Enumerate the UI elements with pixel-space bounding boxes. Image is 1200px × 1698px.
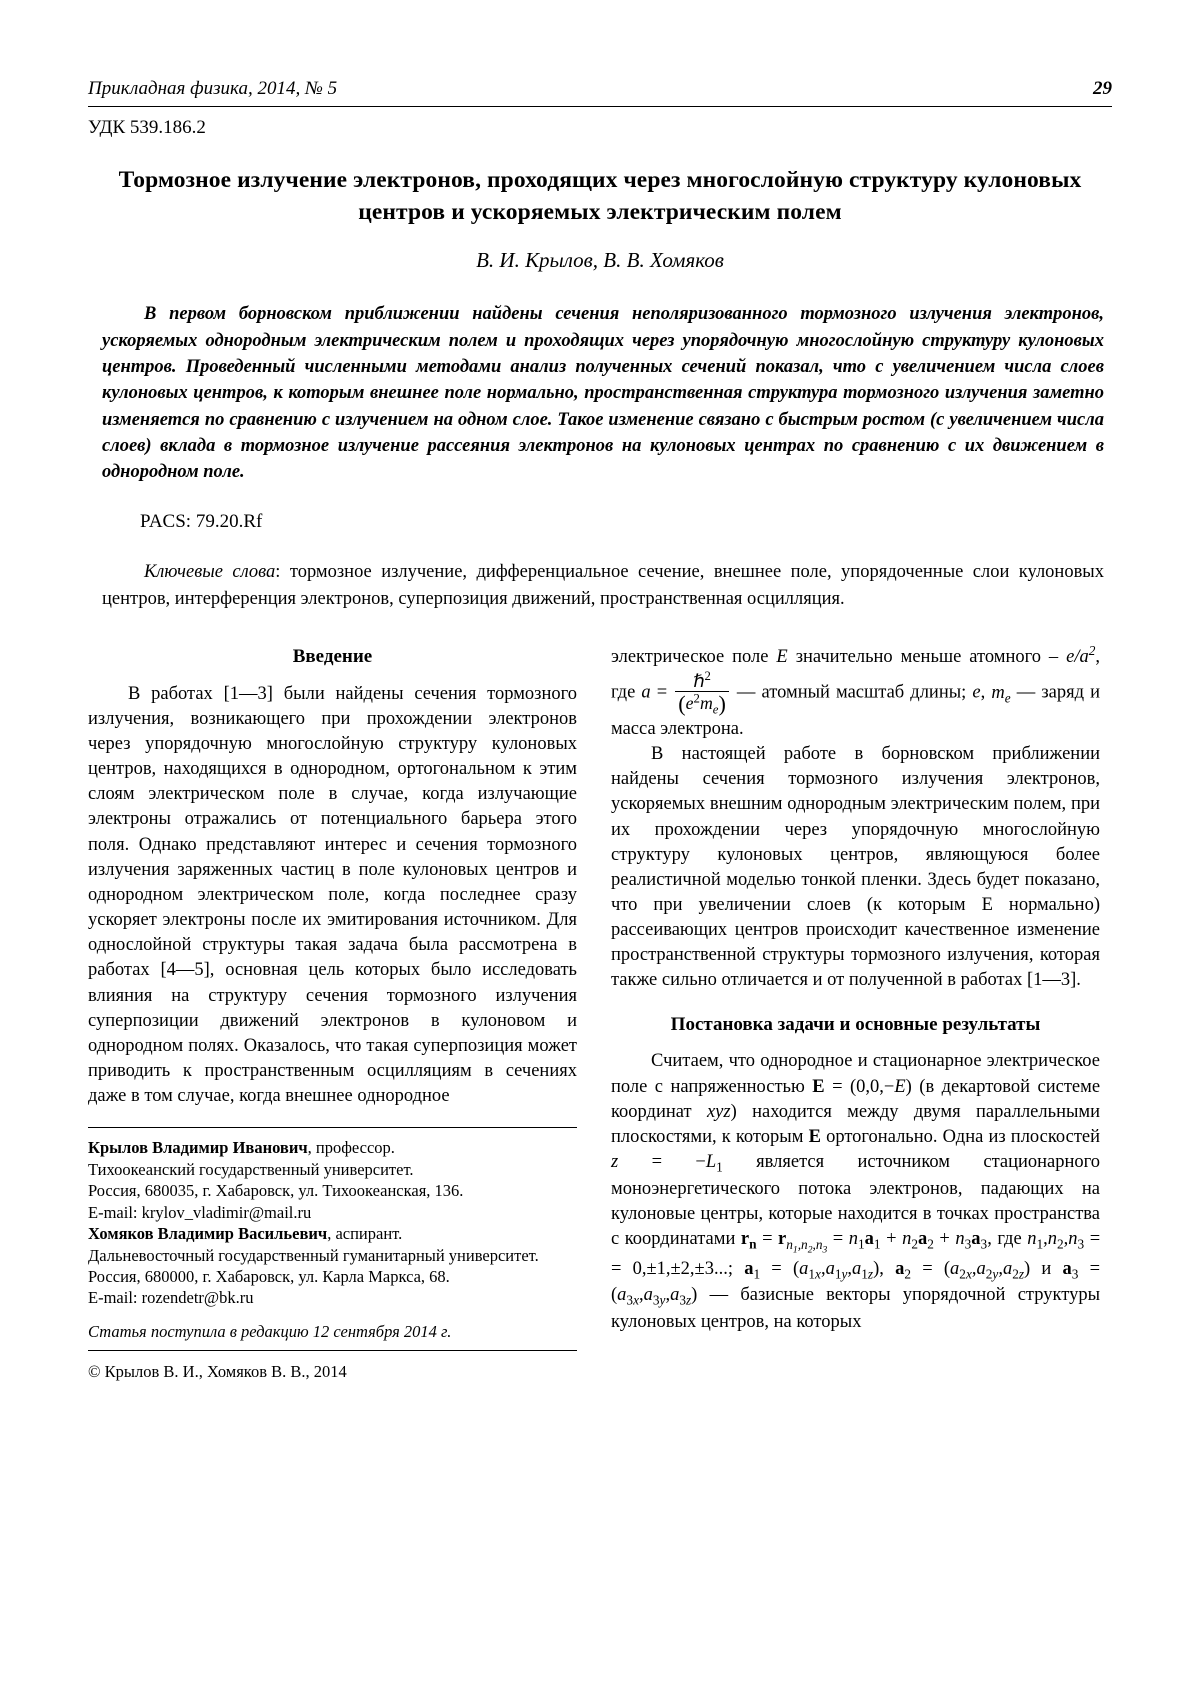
- formula-E-vector: E: [812, 1076, 825, 1097]
- formula-n-indices: n: [1027, 1229, 1037, 1250]
- setup-p1-b: (в декартовой системе координат: [611, 1076, 1101, 1122]
- formula-z-equals: z: [611, 1152, 619, 1173]
- symbol-me: $m_e$: [991, 682, 1011, 706]
- footnote-author2-address: Россия, 680000, г. Хабаровск, ул. Карла Маркса, 68.: [88, 1266, 450, 1286]
- section-heading-intro: Введение: [292, 645, 373, 667]
- copyright-line: © Крылов В. И., Хомяков В. В., 2014: [88, 1362, 347, 1382]
- right-p1-where: , где: [611, 646, 1101, 703]
- setup-p1-f: где: [997, 1229, 1022, 1250]
- author-footnote: [88, 1127, 577, 1382]
- footnote-author1-email: E-mail: krylov_vladimir@mail.ru: [88, 1202, 312, 1222]
- footnote-author2-name: Хомяков Владимир Васильевич: [88, 1224, 328, 1244]
- udk-code: УДК 539.186.2: [88, 117, 206, 138]
- formula-a3: a: [1062, 1258, 1072, 1279]
- intro-paragraph-1: В работах [1—3] были найдены сечения тормозного излучения, возникающего при прохождении электронов через упорядочную многослойную структуру кулоновых центров, находящихся в однородном, ортогональном к этим слоям электрическом поле в случае, когда излучающие электроны отражались от потенциального барьера этого поля. Однако представляют интерес и сечения тормозного излучения заряженных частиц в поле кулоновых центров и однородном электрическом поле, когда последнее сразу ускоряет электроны после их эмитирования источником. Для однослойной структуры такая задача была рассмотрена в работах [4—5], основная цель которых было исследовать влияния на структуру сечения тормозного излучения суперпозиции движений электронов в кулоновом и однородном полях. Оказалось, что такая суперпозиция может приводить к пространственным осцилляциям в сечениях даже в том случае, когда внешнее однородное: [88, 683, 577, 1107]
- formula-e-over-a2: $e/a^2$: [1066, 642, 1096, 667]
- footnote-author2-role: , аспирант.: [327, 1224, 403, 1244]
- formula-rn-indices: r: [778, 1229, 787, 1250]
- symbol-E-bold: E: [808, 1126, 821, 1147]
- right-p1-tail: — атомный масштаб длины;: [736, 682, 967, 703]
- footnote-author1-role: , профессор.: [307, 1138, 395, 1158]
- received-date: Статья поступила в редакцию 12 сентября 2014 г.: [88, 1321, 577, 1351]
- keywords-label: Ключевые слова: [144, 562, 276, 583]
- right-column: [611, 642, 1100, 1335]
- footnote-author1-name: Крылов Владимир Иванович: [88, 1138, 308, 1158]
- formula-a1: a: [744, 1258, 754, 1279]
- right-p1-lead: электрическое поле: [611, 646, 769, 667]
- formula-rn: $r_n$: [740, 1229, 757, 1252]
- abstract: В первом борновском приближении найдены сечения неполяризованного тормозного излучения электронов, ускоряемых однородным электрическим полем и проходящих через упорядочную многослойную структуру кулоновых центров. Проведенный численными методами анализ полученных сечений показал, что с увеличением числа слоев кулоновых центров, к которым внешнее поле нормально, пространственная структура тормозного излучения заметно изменяется по сравнению с излучением на одном слое. Такое изменение связано с быстрым ростом (с увеличением числа слоев) вклада в тормозное излучение рассеяния электронов на кулоновых центрах по сравнению с их движением в однородном поле.: [102, 304, 1104, 483]
- right-p1-mid: значительно меньше атомного –: [795, 646, 1059, 667]
- header-rule: [88, 106, 1112, 107]
- pacs-code: PACS: 79.20.Rf: [140, 511, 263, 533]
- formula-hbar-fraction: $\frac{\hbar^2}{(e^2m_e)}$: [675, 670, 729, 717]
- page-title: Тормозное излучение электронов, проходящих через многослойную структуру кулоновых центров и ускоряемых электрическим полем: [118, 167, 1082, 225]
- footnote-author1-line: [88, 1137, 577, 1158]
- symbol-E: E: [776, 646, 788, 667]
- setup-p1-d: ортогонально. Одна из плоскостей: [826, 1126, 1101, 1147]
- right-paragraph-1: электрическое поле E значительно меньше атомного – $e/a^2$, где a = $\frac{\hbar^2}{(e^2m_e)}$ — атомный масштаб длины; e, $m_e$ — заряд и масса электрона.: [611, 642, 1101, 739]
- section-heading-setup: Постановка задачи и основные результаты: [670, 1013, 1041, 1035]
- setup-p1-a: Считаем, что однородное и стационарное электрическое поле с напряженностью: [611, 1051, 1100, 1097]
- setup-p1-g: — базисные векторы упорядочной структуры кулоновых центров, на которых: [611, 1285, 1100, 1333]
- symbol-e-charge: e: [972, 682, 981, 703]
- keywords: [102, 559, 1104, 612]
- running-head: [88, 78, 1112, 106]
- author-list: В. И. Крылов, В. В. Хомяков: [476, 248, 724, 273]
- footnote-author1-org: Тихоокеанский государственный университет.: [88, 1159, 414, 1179]
- footnote-author2-line: [88, 1223, 577, 1244]
- right-p1-tail2: — заряд и масса электрона.: [611, 682, 1101, 739]
- keywords-text: : тормозное излучение, дифференциальное сечение, внешнее поле, упорядоченные слои кулоновых центров, интерференция электронов, суперпозиция движений, пространственная осцилляция.: [102, 562, 1104, 609]
- setup-p1-c: находится между двумя параллельными плоскостями, к которым: [611, 1101, 1101, 1147]
- body-columns: [88, 642, 1112, 1383]
- footnote-author2-org: Дальневосточный государственный гуманитарный университет.: [88, 1245, 539, 1265]
- right-paragraph-2: В настоящей работе в борновском приближении найдены сечения тормозного излучения электронов, ускоряемых внешним однородным электрическим полем, при их прохождении через упорядочную многослойную структуру кулоновых центров, являющуюся более реалистичной моделью тонкой пленки. Здесь будет показано, что при увеличении слоев (к которым E нормально) рассеивающих центров происходит качественное изменение пространственной структуры тормозного излучения, которая также сильно отличается и от полученной в работах [1—3].: [611, 744, 1100, 991]
- footnote-author2-email: E-mail: rozendetr@bk.ru: [88, 1288, 254, 1308]
- setup-paragraph-1: Считаем, что однородное и стационарное электрическое поле с напряженностью E = (0,0,−E) (в декартовой системе координат xyz) находится между двумя параллельными плоскостями, к которым E ортогонально. Одна из плоскостей $z = -L_1$ является источником стационарного моноэнергетического потока электронов, падающих на кулоновые центры, которые находится в точках пространства с координатами $r_n = r_{n_1,n_2,n_3} = n_1a_1 + n_2a_2 + n_3a_3$, где $n_1,n_2,n_3$ = = 0,±1,±2,±3...; $a_1 = (a_{1x},a_{1y},a_{1z})$, $a_2 = (a_{2x},a_{2y},a_{2z})$ и $a_3 = (a_{3x},a_{3y},a_{3z})$ — базисные векторы упорядочной структуры кулоновых центров, на которых: [611, 1051, 1101, 1333]
- setup-p1-e: является источником стационарного моноэнергетического потока электронов, падающих на кулоновые центры, которые находится в точках пространства с координатами: [611, 1152, 1101, 1250]
- symbol-xyz: xyz: [706, 1101, 731, 1122]
- page-number: 29: [1093, 78, 1112, 99]
- formula-a2: a: [895, 1258, 905, 1279]
- left-column: [88, 642, 577, 1383]
- journal-citation: Прикладная физика, 2014, № 5: [88, 78, 338, 99]
- formula-atomic-length: a: [641, 682, 651, 703]
- footnote-author1-address: Россия, 680035, г. Хабаровск, ул. Тихоокеанская, 136.: [88, 1181, 464, 1201]
